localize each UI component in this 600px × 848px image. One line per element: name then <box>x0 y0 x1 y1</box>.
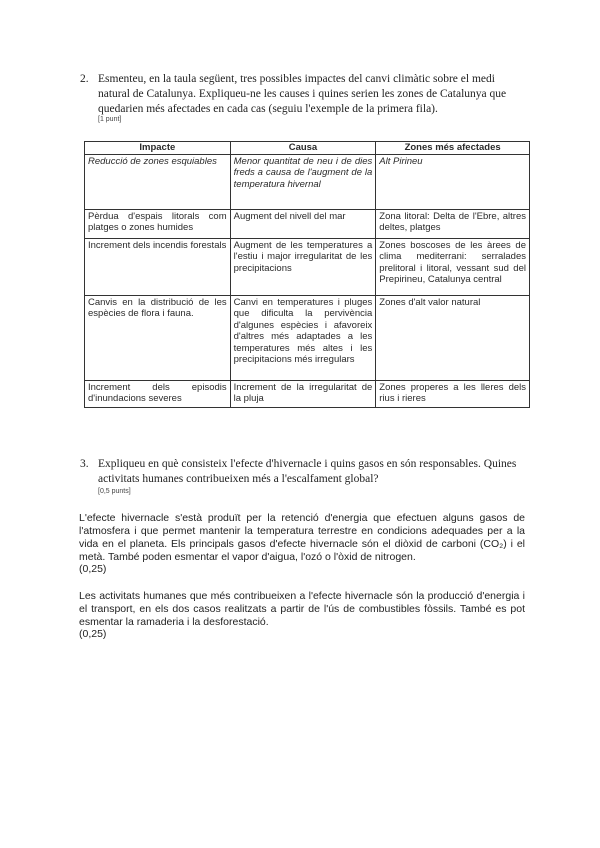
question-2-number: 2. <box>80 73 89 85</box>
table-row <box>85 380 530 407</box>
table-row <box>85 154 530 209</box>
table-header-row <box>85 142 530 155</box>
cell-causa: Canvi en temperatures i pluges que dificulta la pervivència d'algunes espècies i afavoreix d'altres més adaptades a les temperatures més altes i les precipitacions més irregulars <box>230 295 376 380</box>
cell-zones: Alt Pirineu <box>376 154 530 209</box>
question-2-text: Esmenteu, en la taula següent, tres possibles impactes del canvi climàtic sobre el medi natural de Catalunya. Expliqueu-ne les causes i quines serien les zones de Catalunya que quedarien més afectades en cada cas (seguiu l'exemple de la primera fila). <box>98 73 507 115</box>
cell-causa: Augment del nivell del mar <box>230 209 376 238</box>
cell-impacte: Increment dels episodis d'inundacions severes <box>85 380 231 407</box>
answer-human-activities: Les activitats humanes que més contribueixen a l'efecte hivernacle són la producció d'energia i el transport, en els dos casos realitzats a partir de l'ús de combustibles fòssils. També es pot esmentar la ramaderia i la desforestació. <box>79 590 525 628</box>
cell-impacte: Pèrdua d'espais litorals com platges o zones humides <box>85 209 231 238</box>
header-zones: Zones més afectades <box>376 142 530 155</box>
impacts-table <box>84 141 530 408</box>
cell-zones: Zona litoral: Delta de l'Ebre, altres deltes, platges <box>376 209 530 238</box>
header-impacte: Impacte <box>85 142 231 155</box>
question-2-points: [1 punt] <box>98 116 122 123</box>
table-row <box>85 209 530 238</box>
cell-causa: Augment de les temperatures a l'estiu i major irregularitat de les precipitacions <box>230 238 376 295</box>
cell-impacte: Reducció de zones esquiables <box>85 154 231 209</box>
cell-impacte: Increment dels incendis forestals <box>85 238 231 295</box>
question-3-points: [0,5 punts] <box>98 488 131 495</box>
table-row <box>85 295 530 380</box>
question-3-text: Expliqueu en què consisteix l'efecte d'hivernacle i quins gasos en són responsables. Quines activitats humanes contribueixen més a l'escalfament global? <box>98 458 517 485</box>
answer-2-score: (0,25) <box>79 628 107 640</box>
question-3-number: 3. <box>80 458 89 470</box>
answer-1-score: (0,25) <box>79 563 107 575</box>
cell-causa: Increment de la irregularitat de la pluja <box>230 380 376 407</box>
cell-impacte: Canvis en la distribució de les espècies de flora i fauna. <box>85 295 231 380</box>
question-3 <box>80 457 524 487</box>
header-causa: Causa <box>230 142 376 155</box>
cell-zones: Zones d'alt valor natural <box>376 295 530 380</box>
cell-zones: Zones boscoses de les àrees de clima mediterrani: serralades prelitoral i litoral, vessant sud del Prepirineu, Catalunya central <box>376 238 530 295</box>
cell-zones: Zones properes a les lleres dels rius i rieres <box>376 380 530 407</box>
table-row <box>85 238 530 295</box>
answer-greenhouse-effect: L'efecte hivernacle s'està produït per la retenció d'energia que efectuen alguns gasos de l'atmosfera i que permet mantenir la temperatura terrestre en condicions adequades per a la vida en el planeta. Els principals gasos d'efecte hivernacle són el diòxid de carboni (CO₂) i el metà. També poden esmentar el vapor d'aigua, l'ozó o l'òxid de nitrogen. <box>79 512 525 563</box>
question-2 <box>80 72 524 117</box>
cell-causa: Menor quantitat de neu i de dies freds a causa de l'augment de la temperatura hivernal <box>230 154 376 209</box>
